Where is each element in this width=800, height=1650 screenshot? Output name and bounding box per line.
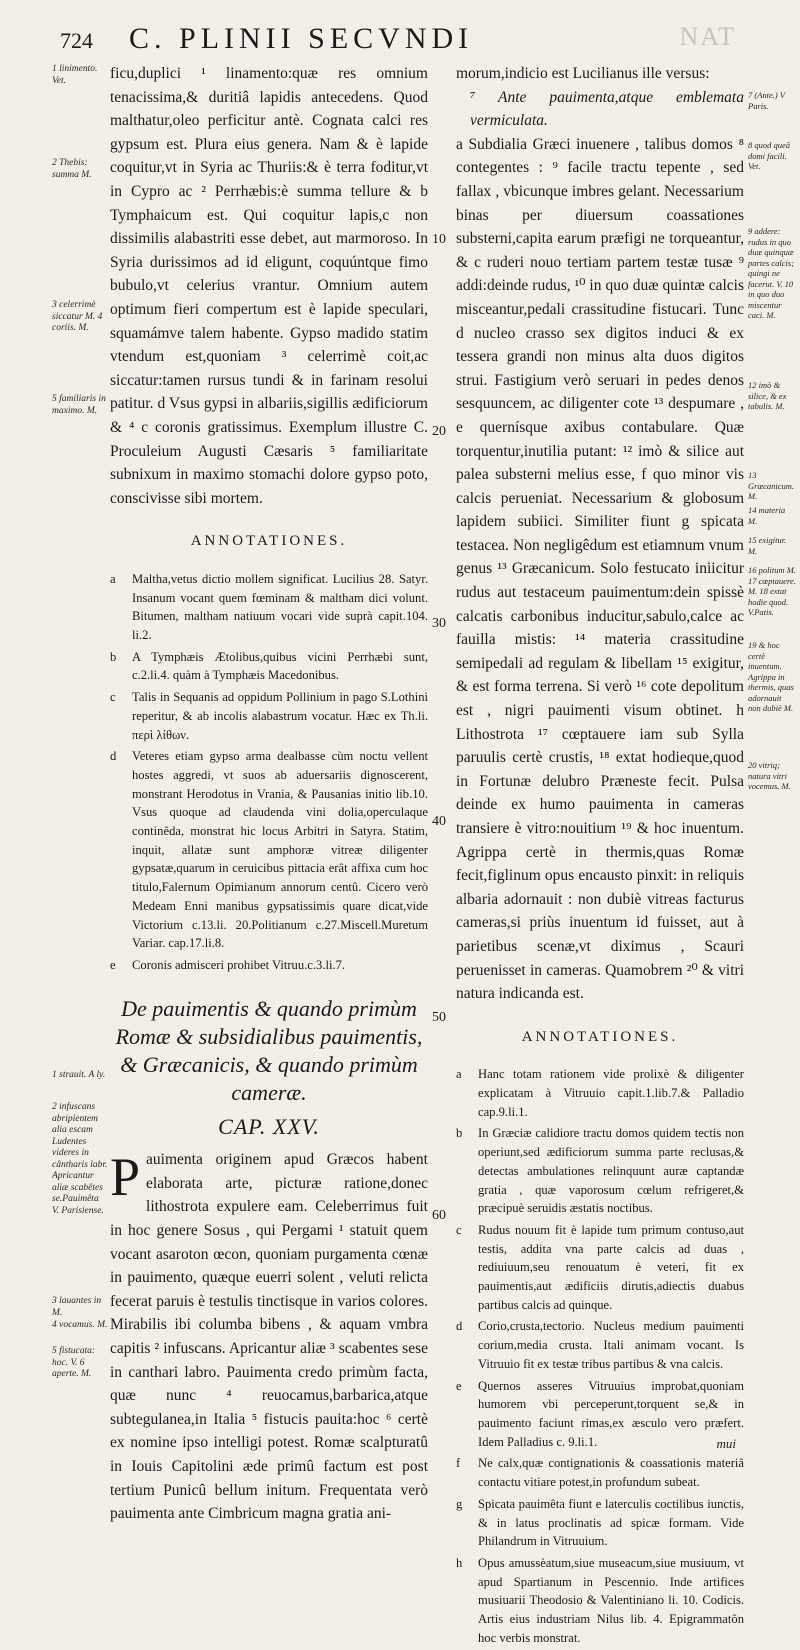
annotation-text: Maltha,vetus dictio mollem significat. Lucilius 28. Satyr. Insanum vocant quem fœminam & maltham dici volunt. Bitumen, maltham natiuum vocari vide suprà capit.104. li.2. — [132, 571, 428, 642]
line-number: 30 — [432, 616, 446, 631]
annotation-text: Hanc totam rationem vide prolixè & diligenter explicatam à Vitruuio capit.1.lib.7.& Palladio cap.9.li.1. — [478, 1067, 744, 1119]
left-column — [110, 62, 428, 1526]
annotation-text: Opus amussèatum,siue museacum,siue musiuum, vt apud Spartianum in Pescennio. Inde artifices musiuarii Theodosio & Valentiniano li. 10. Codicis. Artis eius industriam Nilus lib. 4. Epigrammatôn hoc verbis monstrat. — [478, 1555, 744, 1645]
bleed-through-text: NAT — [679, 22, 736, 51]
annotation-letter: e — [110, 957, 116, 972]
page-number: 724 — [60, 28, 93, 53]
annotations-list — [456, 1065, 744, 1647]
annotation-letter: c — [110, 690, 116, 705]
annotation-item — [110, 648, 428, 685]
annotation-text: Veteres etiam gypso arma dealbasse cùm noctu vellent hostes aggredi, vt suos ab aduersariis dignoscerent, monstrant Herodotus in Vrania, & Pausanias initio lib.10. Vsus quoque ad claudenda vini dolia,operculaque continêda, monstrat hic locus Arbitri in Satyra. Statim, inquit, allatæ sunt amphoræ vitreæ diligenter gypsatæ,quarum in ceruicibus pittacia erât affixa cum hoc titulo,Falernum Opimianum annorum centû. Cicero verò Medeam Enni manibus gypsatissimis quare dicat,vide Victorium c.13.li. 20.Politianum c.27.Miscell.Muretum Variar. cap.17.li.8. — [132, 749, 428, 951]
annotation-letter: d — [110, 749, 117, 764]
chapter-text: auimenta originem apud Græcos habent elaborata arte, picturæ ratione,donec lithostrota expulere eam. Celeberrimus fuit in hoc genere Sosus , qui Pergami ¹ statuit quem vocant asaroton œcon, quoniam purgamenta cœnæ in pauimento, quæque euerri solent , veluti relicta fecerat paruis è testulis tinctisque in varios colores. Mirabilis ibi columba bibens , & aquam vmbra capitis ² infuscans. Apricantur aliæ ³ scabentes sese in canthari labro. Pauimenta credo primùm facta, quæ nunc ⁴ reuocamus,barbarica,atque subtegulanea,in Italia ⁵ fistucis pauita:hoc ⁶ certè ex nomine ipso intelligi potest. Romæ scalpturatû in Iouis Capitolini æde primû factum est post tertium Punicû bellum initum. Frequentata verò pauimenta ante Cimbricum magna gratia ani- — [110, 1151, 428, 1523]
annotation-text: Spicata pauimêta fiunt e laterculis coctilibus iunctis, & in latus proclinatis ad spicæ formam. Vide Philandrum in Vitruuium. — [478, 1496, 744, 1549]
annotation-item — [110, 688, 428, 744]
annotation-letter: f — [456, 1456, 461, 1471]
margin-note: 5 fistucata: hoc. V. 6 aperte. M. — [52, 1346, 96, 1379]
margin-note: 13 Græcanicum. M. — [748, 470, 795, 501]
annotation-text: Coronis admisceri prohibet Vitruu.c.3.li.7. — [132, 957, 346, 972]
annotation-letter: b — [110, 649, 117, 664]
annotation-text: In Græciæ calidiore tractu domos quidem tectis non operiunt,sed ædificiorum summa parte reclusas,& detectas ambulationes relinquunt auræ captandæ gratia , quæ vaporosum cœlum refrigeret,& præcipuè seruidis æstatis noctibus. — [478, 1126, 744, 1216]
annotation-letter: d — [456, 1319, 463, 1334]
annotation-text: Corio,crusta,tectorio. Nucleus medium pauimenti corium,media crusta. Itali animam vocant. Is Vitruuio fit ex testæ tribus partibus & vna calcis. — [478, 1319, 744, 1371]
annotation-item — [456, 1454, 744, 1491]
margin-note: 4 vocamus. M. — [52, 1320, 108, 1330]
annotation-letter: a — [456, 1067, 462, 1082]
line-number: 20 — [432, 424, 446, 439]
annotation-item — [110, 747, 428, 953]
body-text: a Subdialia Græci inuenere , talibus domos ⁸ contegentes : ⁹ facile tractu tepente , sed fallax , vbicunque imbres gelant. Necessarium binas per diuersum coassationes substerni,capita earum præfigi ne torqueantur, & c ruderi nouo tertiam partem testæ tusæ ⁹ addi:deinde rudus, ¹⁰ in quo duæ quintæ calcis misceantur,pedali crassitudine fistucari. Tunc d nucleo crasso sex digitos induci & ex tessera grandi non minus alta duos digitos strui. Fastigium verò seruari in pedes denos sesquuncem, ac diligenter cote ¹³ despumare , e quernísque axibus contabulare. Quæ torquentur,inutilia putant: ¹² imò & silice aut palea substerni melius esse, f quo minor vis calcis perueniat. Necessarium & globosum lapidem subiici. Similiter fiunt g spicata testacea. Non negligêdum est etiamnum vnum genus ¹³ Græcanicum. Solo festucato iniicitur rudus aut testaceum pauimentum:dein spissè calcatis carbonibus inducitur,sabulo,calce ac fauilla mistis: ¹⁴ materia crassitudine semipedali ad regulam & libellam ¹⁵ exigitur, & est forma terrena. Si verò ¹⁶ cote depolitum est , nigri pauimenti visum obtinet. h Lithostrota ¹⁷ cœptauere iam sub Sylla paruulis certè crustis, ¹⁸ extat hodieque,quod in Fortunæ delubro Præneste fecit. Pulsa deinde ex humo pauimenta in cameras transiere è vitro:nouitium ¹⁹ & hoc inuentum. Agrippa certè in thermis,quas Romæ fecit,figlinum opus encausto pinxit: in reliquis albaria adornauit : non dubiè vitreas facturus cameras,si priùs inuentum id fuisset, aut à parietibus scenæ,vt diximus , Scauri peruenisset in cameras. Quamobrem ²⁰ & vitri natura indicanda est. — [456, 135, 744, 1003]
annotation-item — [456, 1124, 744, 1218]
annotation-text: A Tymphæis Ætolibus,quibus vicini Perrhæbi sunt, c.2.li.4. quàm à Tymphæis Macedonibus. — [132, 649, 428, 683]
margin-note: 8 quod queâ domi facili. Vet. — [748, 140, 791, 171]
margin-note: 3 celerrimè siccatur M. 4 coriis. M. — [52, 300, 103, 333]
margin-note: 1 linimento. Vet. — [52, 64, 98, 86]
drop-cap: P — [110, 1147, 141, 1208]
annotation-item — [456, 1065, 744, 1121]
annotation-item — [456, 1554, 744, 1648]
margin-note: 7 (Ante.) V Paris. — [748, 90, 785, 111]
annotation-item — [456, 1377, 744, 1452]
annotation-letter: g — [456, 1496, 463, 1511]
running-title: C. PLINII SECVNDI — [129, 22, 474, 55]
annotations-list — [110, 570, 428, 975]
line-number: 10 — [432, 232, 446, 247]
margin-note: 2 infuscans abripientem alia escam Ludentes videres in cântharis labr. Apricantur aliæ scabêtes se.Pauimêta V. Parisiense. — [52, 1102, 108, 1216]
line-number: 50 — [432, 1010, 446, 1025]
margin-note: 14 materia M. — [748, 505, 786, 526]
line-number: 60 — [432, 1208, 446, 1223]
annotations-heading: ANNOTATIONES. — [521, 1028, 679, 1045]
chapter-label: CAP. XXV. — [218, 1113, 320, 1139]
annotation-item — [456, 1317, 744, 1373]
annotation-text: Talis in Sequanis ad oppidum Pollinium in pago S.Lothini reperitur, & ab incolis alabastrum vocatur. Hæc ex Th.li. περὶ λίθων. — [132, 690, 428, 742]
verse-intro: morum,indicio est Lucilianus ille versus: — [456, 65, 710, 82]
verse-quote: ⁷ Ante pauimenta,atque emblemata vermiculata. — [470, 88, 744, 130]
margin-note: 15 exigitur. M. — [748, 535, 787, 556]
annotation-item — [110, 570, 428, 645]
margin-note: 9 addere: rudus in quo duæ quinquæ partes calcis; quingi ne facerut. V. 10 in quo duo miscentur caci. M. — [748, 226, 795, 320]
section-title: De pauimentis & quando primùm Romæ & subsidialibus pauimentis, & Græcanicis, & quando primùm cameræ. — [115, 995, 423, 1105]
annotation-text: Ne calx,quæ contignationis & coassationis materiâ contactu vitiare potest,in profundum subeat. — [478, 1456, 744, 1490]
annotation-letter: e — [456, 1378, 462, 1393]
body-text: ficu,duplici ¹ linamento:quæ res omnium tenacissima,& duritiâ lapidis antecedens. Quod malthatur,oleo perficitur antè. Cognata calci res gypsum est. Plura eius genera. Nam & è lapide coquitur,vt in Syria ac Thuriis:& è terra foditur,vt in Cypro ac ² Perrhæbis:è summa tellure & b Tymphaicum est. Qui coquitur lapis,c non dissimilis alabastriti esse debet, aut marmoroso. In Syria durissimos ad id eligunt, coquúntque fimo bubulo,vt celerius vrantur. Omnium autem optimum fieri compertum est è lapide speculari, squamámve talem habente. Gypso madido statim vtendum est,quoniam ³ celerrimè coit,ac siccatur:tamen rursus tundi & in farinam resolui patitur. d Vsus gypsi in albariis,sigillis ædificiorum & ⁴ c coronis gratissimus. Exemplum illustre C. Proculeium Augusti Cæsaris ⁵ familiaritate subnixum in maximo stomachi dolore gypso poto, conscivisse sibi mortem. — [110, 65, 428, 507]
catchword: mui — [716, 1436, 736, 1451]
annotation-text: Rudus nouum fit è lapide tum primum contuso,aut testis, addita vna parte calcis ad duas , rediuiuum,seu renouatum è veteri, fit ex pauimentis,aut ædificiis dirutis,adiectis duabus partibus calcis ad quinque. — [478, 1222, 744, 1312]
margin-note: 12 imò & silice, & ex tabulis. M. — [748, 380, 787, 411]
right-column — [456, 62, 744, 1650]
annotation-letter: h — [456, 1555, 463, 1570]
margin-note: 1 strauit. A ly. — [52, 1070, 106, 1080]
page-header — [60, 22, 740, 62]
line-number: 40 — [432, 814, 446, 829]
annotation-letter: a — [110, 571, 116, 586]
annotation-letter: b — [456, 1126, 463, 1141]
annotation-text: Quernos asseres Vitruuius improbat,quoniam humorem vbi perceperunt,torquent se,& in pauimento faciunt rimas,ex æsculo vero præfert. Idem Palladius c. 9.li.1. — [478, 1378, 744, 1449]
annotation-item — [456, 1221, 744, 1315]
annotation-letter: c — [456, 1222, 462, 1237]
chapter-text-block — [110, 1148, 428, 1526]
margin-note: 20 vitriq; natura vitri vocemus. M. — [748, 760, 791, 791]
margin-note: 19 & hoc certè inuentum. Agrippa in thermis, quas adornauit non dubiè M. — [748, 640, 794, 713]
margin-note: 5 familiaris in maximo. M. — [52, 394, 106, 416]
margin-note: 3 lauantes in M. — [52, 1296, 102, 1318]
annotation-item — [456, 1495, 744, 1551]
margin-note: 2 Thebis: summa M. — [52, 158, 92, 180]
margin-note: 16 politum M. 17 cœptauere. M. 18 extat hodie quod. V.Patis. — [748, 565, 796, 617]
annotation-item — [110, 956, 428, 975]
annotations-heading: ANNOTATIONES. — [190, 533, 348, 550]
